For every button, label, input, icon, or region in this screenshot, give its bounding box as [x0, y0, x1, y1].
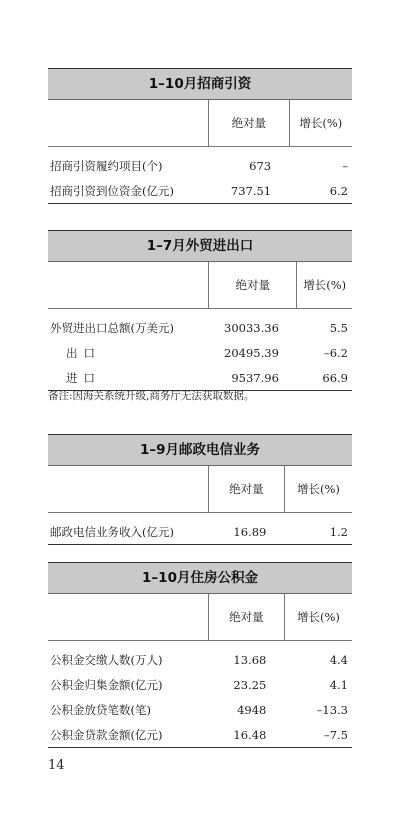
footnote: 备注:因海关系统升级,商务厅无法获取数据。 — [48, 390, 255, 402]
row-label: 招商引资履约项目(个) — [50, 158, 163, 173]
row-growth-value: – — [342, 158, 348, 173]
row-growth-value: 6.2 — [289, 178, 352, 204]
row-absolute-value: 737.51 — [209, 178, 290, 204]
row-absolute-value: 16.89 — [209, 513, 285, 545]
row-growth-value: 5.5 — [329, 320, 348, 335]
table-row — [48, 722, 352, 748]
row-absolute-value: 673 — [249, 158, 272, 173]
row-absolute-value: 20495.39 — [224, 345, 279, 360]
row-growth-value: –7.5 — [284, 722, 352, 748]
row-absolute-value: 13.68 — [233, 652, 267, 667]
column-header-absolute: 绝对量 — [209, 262, 297, 309]
row-growth-value: –13.3 — [316, 702, 348, 717]
row-growth-value: –6.2 — [323, 345, 348, 360]
row-growth-value: 1.2 — [284, 513, 352, 545]
column-header-absolute: 绝对量 — [209, 594, 285, 641]
row-label: 进口 — [48, 365, 209, 391]
section-foreign-trade — [48, 230, 352, 391]
column-header-absolute: 绝对量 — [209, 466, 285, 513]
column-header-absolute: 绝对量 — [209, 100, 290, 147]
row-absolute-value: 9537.96 — [209, 365, 297, 391]
column-header-growth: 增长(%) — [297, 262, 352, 309]
row-absolute-value: 30033.36 — [224, 320, 279, 335]
table-row — [48, 340, 352, 365]
section-housing-fund — [48, 562, 352, 748]
row-absolute-value: 23.25 — [233, 677, 267, 692]
row-label: 公积金交缴人数(万人) — [50, 652, 163, 667]
section-postal-telecom — [48, 434, 352, 545]
table-row — [48, 513, 352, 545]
table-row — [48, 365, 352, 391]
section-title: 1–10月招商引资 — [48, 68, 352, 100]
table-row — [48, 178, 352, 204]
row-label: 出口 — [66, 345, 101, 360]
row-label: 外贸进出口总额(万美元) — [50, 320, 174, 335]
row-absolute-value: 16.48 — [209, 722, 285, 748]
section-title: 1–10月住房公积金 — [48, 562, 352, 594]
data-table — [48, 100, 352, 204]
row-label: 招商引资到位资金(亿元) — [48, 178, 209, 204]
table-row — [48, 309, 352, 341]
table-row — [48, 641, 352, 673]
row-growth-value: 66.9 — [297, 365, 352, 391]
data-table — [48, 262, 352, 391]
table-row — [48, 672, 352, 697]
column-header-growth: 增长(%) — [284, 594, 352, 641]
row-label: 公积金归集金额(亿元) — [50, 677, 163, 692]
row-label: 邮政电信业务收入(亿元) — [48, 513, 209, 545]
page-number: 14 — [48, 758, 65, 773]
data-table — [48, 594, 352, 748]
row-absolute-value: 4948 — [237, 702, 267, 717]
column-header-growth: 增长(%) — [289, 100, 352, 147]
section-investment — [48, 68, 352, 204]
data-table — [48, 466, 352, 545]
row-label: 公积金贷款金额(亿元) — [48, 722, 209, 748]
column-header-growth: 增长(%) — [284, 466, 352, 513]
section-title: 1–9月邮政电信业务 — [48, 434, 352, 466]
row-growth-value: 4.4 — [329, 652, 348, 667]
table-row — [48, 147, 352, 179]
table-row — [48, 697, 352, 722]
section-title: 1–7月外贸进出口 — [48, 230, 352, 262]
row-growth-value: 4.1 — [329, 677, 348, 692]
row-label: 公积金放贷笔数(笔) — [50, 702, 151, 717]
